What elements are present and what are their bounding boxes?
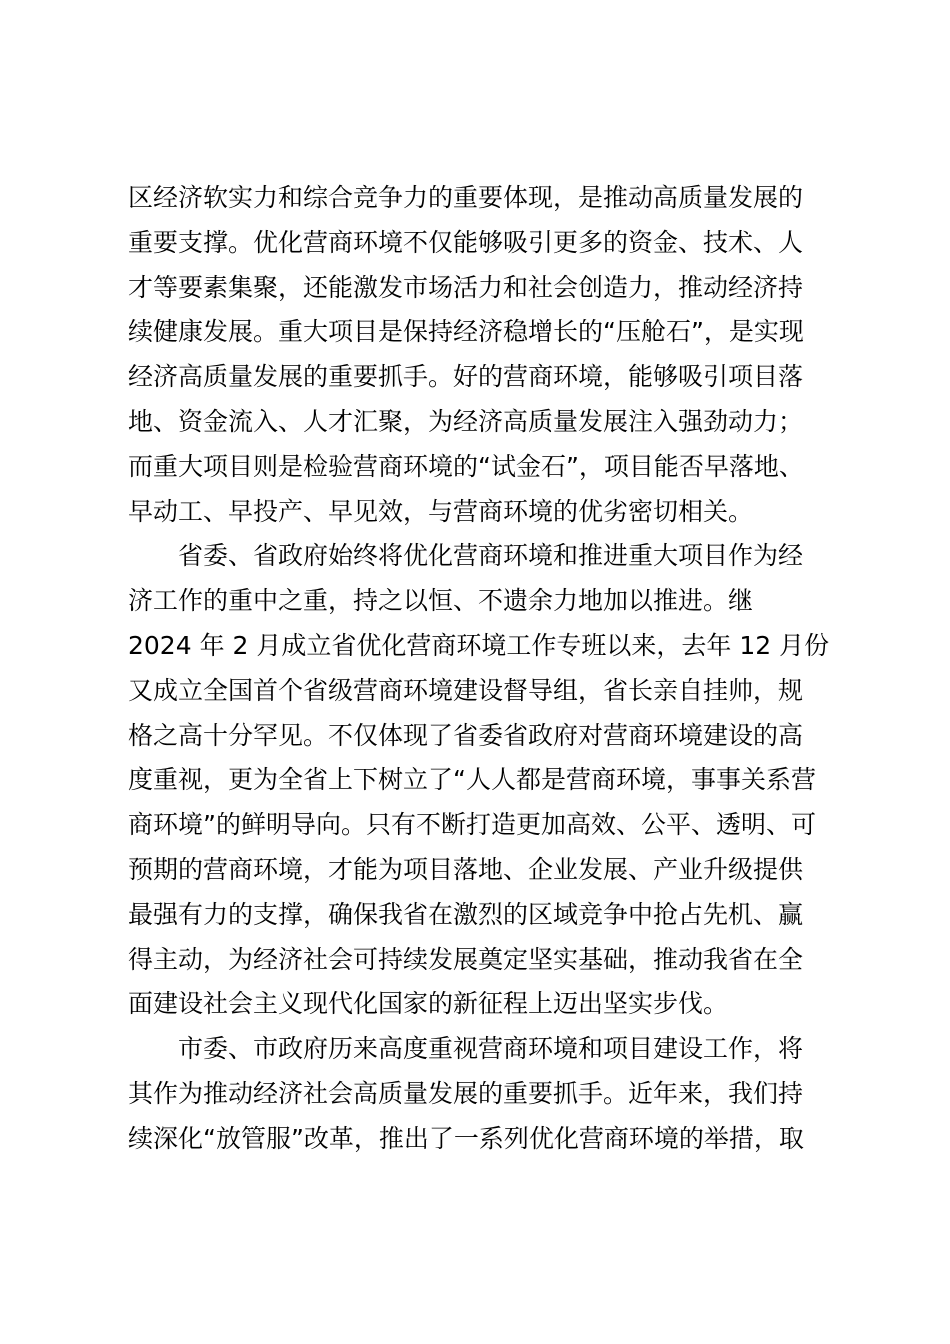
text-line: 2024 年 2 月成立省优化营商环境工作专班以来，去年 12 月份 — [128, 630, 830, 660]
text-line: 预期的营商环境，才能为项目落地、企业发展、产业升级提供 — [128, 854, 804, 884]
text-line: 而重大项目则是检验营商环境的“试金石”，项目能否早落地、 — [128, 451, 804, 481]
text-line: 商环境”的鲜明导向。只有不断打造更加高效、公平、透明、可 — [128, 810, 816, 840]
text-line: 才等要素集聚，还能激发市场活力和社会创造力，推动经济持 — [128, 272, 804, 302]
text-line: 早动工、早投产、早见效，与营商环境的优劣密切相关。 — [128, 496, 754, 526]
text-line: 面建设社会主义现代化国家的新征程上迈出坚实步伐。 — [128, 989, 729, 1019]
text-line: 又成立全国首个省级营商环境建设督导组，省长亲自挂帅，规 — [128, 675, 804, 705]
paragraph-start-line: 市委、市政府历来高度重视营商环境和项目建设工作，将 — [178, 1034, 804, 1064]
text-line: 续深化“放管服”改革，推出了一系列优化营商环境的举措，取 — [128, 1123, 804, 1153]
text-line: 其作为推动经济社会高质量发展的重要抓手。近年来，我们持 — [128, 1078, 804, 1108]
text-line: 重要支撑。优化营商环境不仅能够吸引更多的资金、技术、人 — [128, 227, 804, 257]
text-line: 续健康发展。重大项目是保持经济稳增长的“压舱石”，是实现 — [128, 317, 804, 347]
text-line: 度重视，更为全省上下树立了“人人都是营商环境，事事关系营 — [128, 765, 816, 795]
text-line: 经济高质量发展的重要抓手。好的营商环境，能够吸引项目落 — [128, 362, 804, 392]
text-line: 得主动，为经济社会可持续发展奠定坚实基础，推动我省在全 — [128, 944, 804, 974]
text-line: 格之高十分罕见。不仅体现了省委省政府对营商环境建设的高 — [128, 720, 804, 750]
text-line: 地、资金流入、人才汇聚，为经济高质量发展注入强劲动力； — [128, 406, 804, 436]
text-line: 区经济软实力和综合竞争力的重要体现，是推动高质量发展的 — [128, 183, 804, 212]
paragraph-start-line: 省委、省政府始终将优化营商环境和推进重大项目作为经 — [178, 541, 804, 571]
body-text — [128, 176, 828, 1162]
text-line: 最强有力的支撑，确保我省在激烈的区域竞争中抢占先机、赢 — [128, 899, 804, 929]
text-line: 济工作的重中之重，持之以恒、不遗余力地加以推进。继 — [128, 586, 754, 616]
